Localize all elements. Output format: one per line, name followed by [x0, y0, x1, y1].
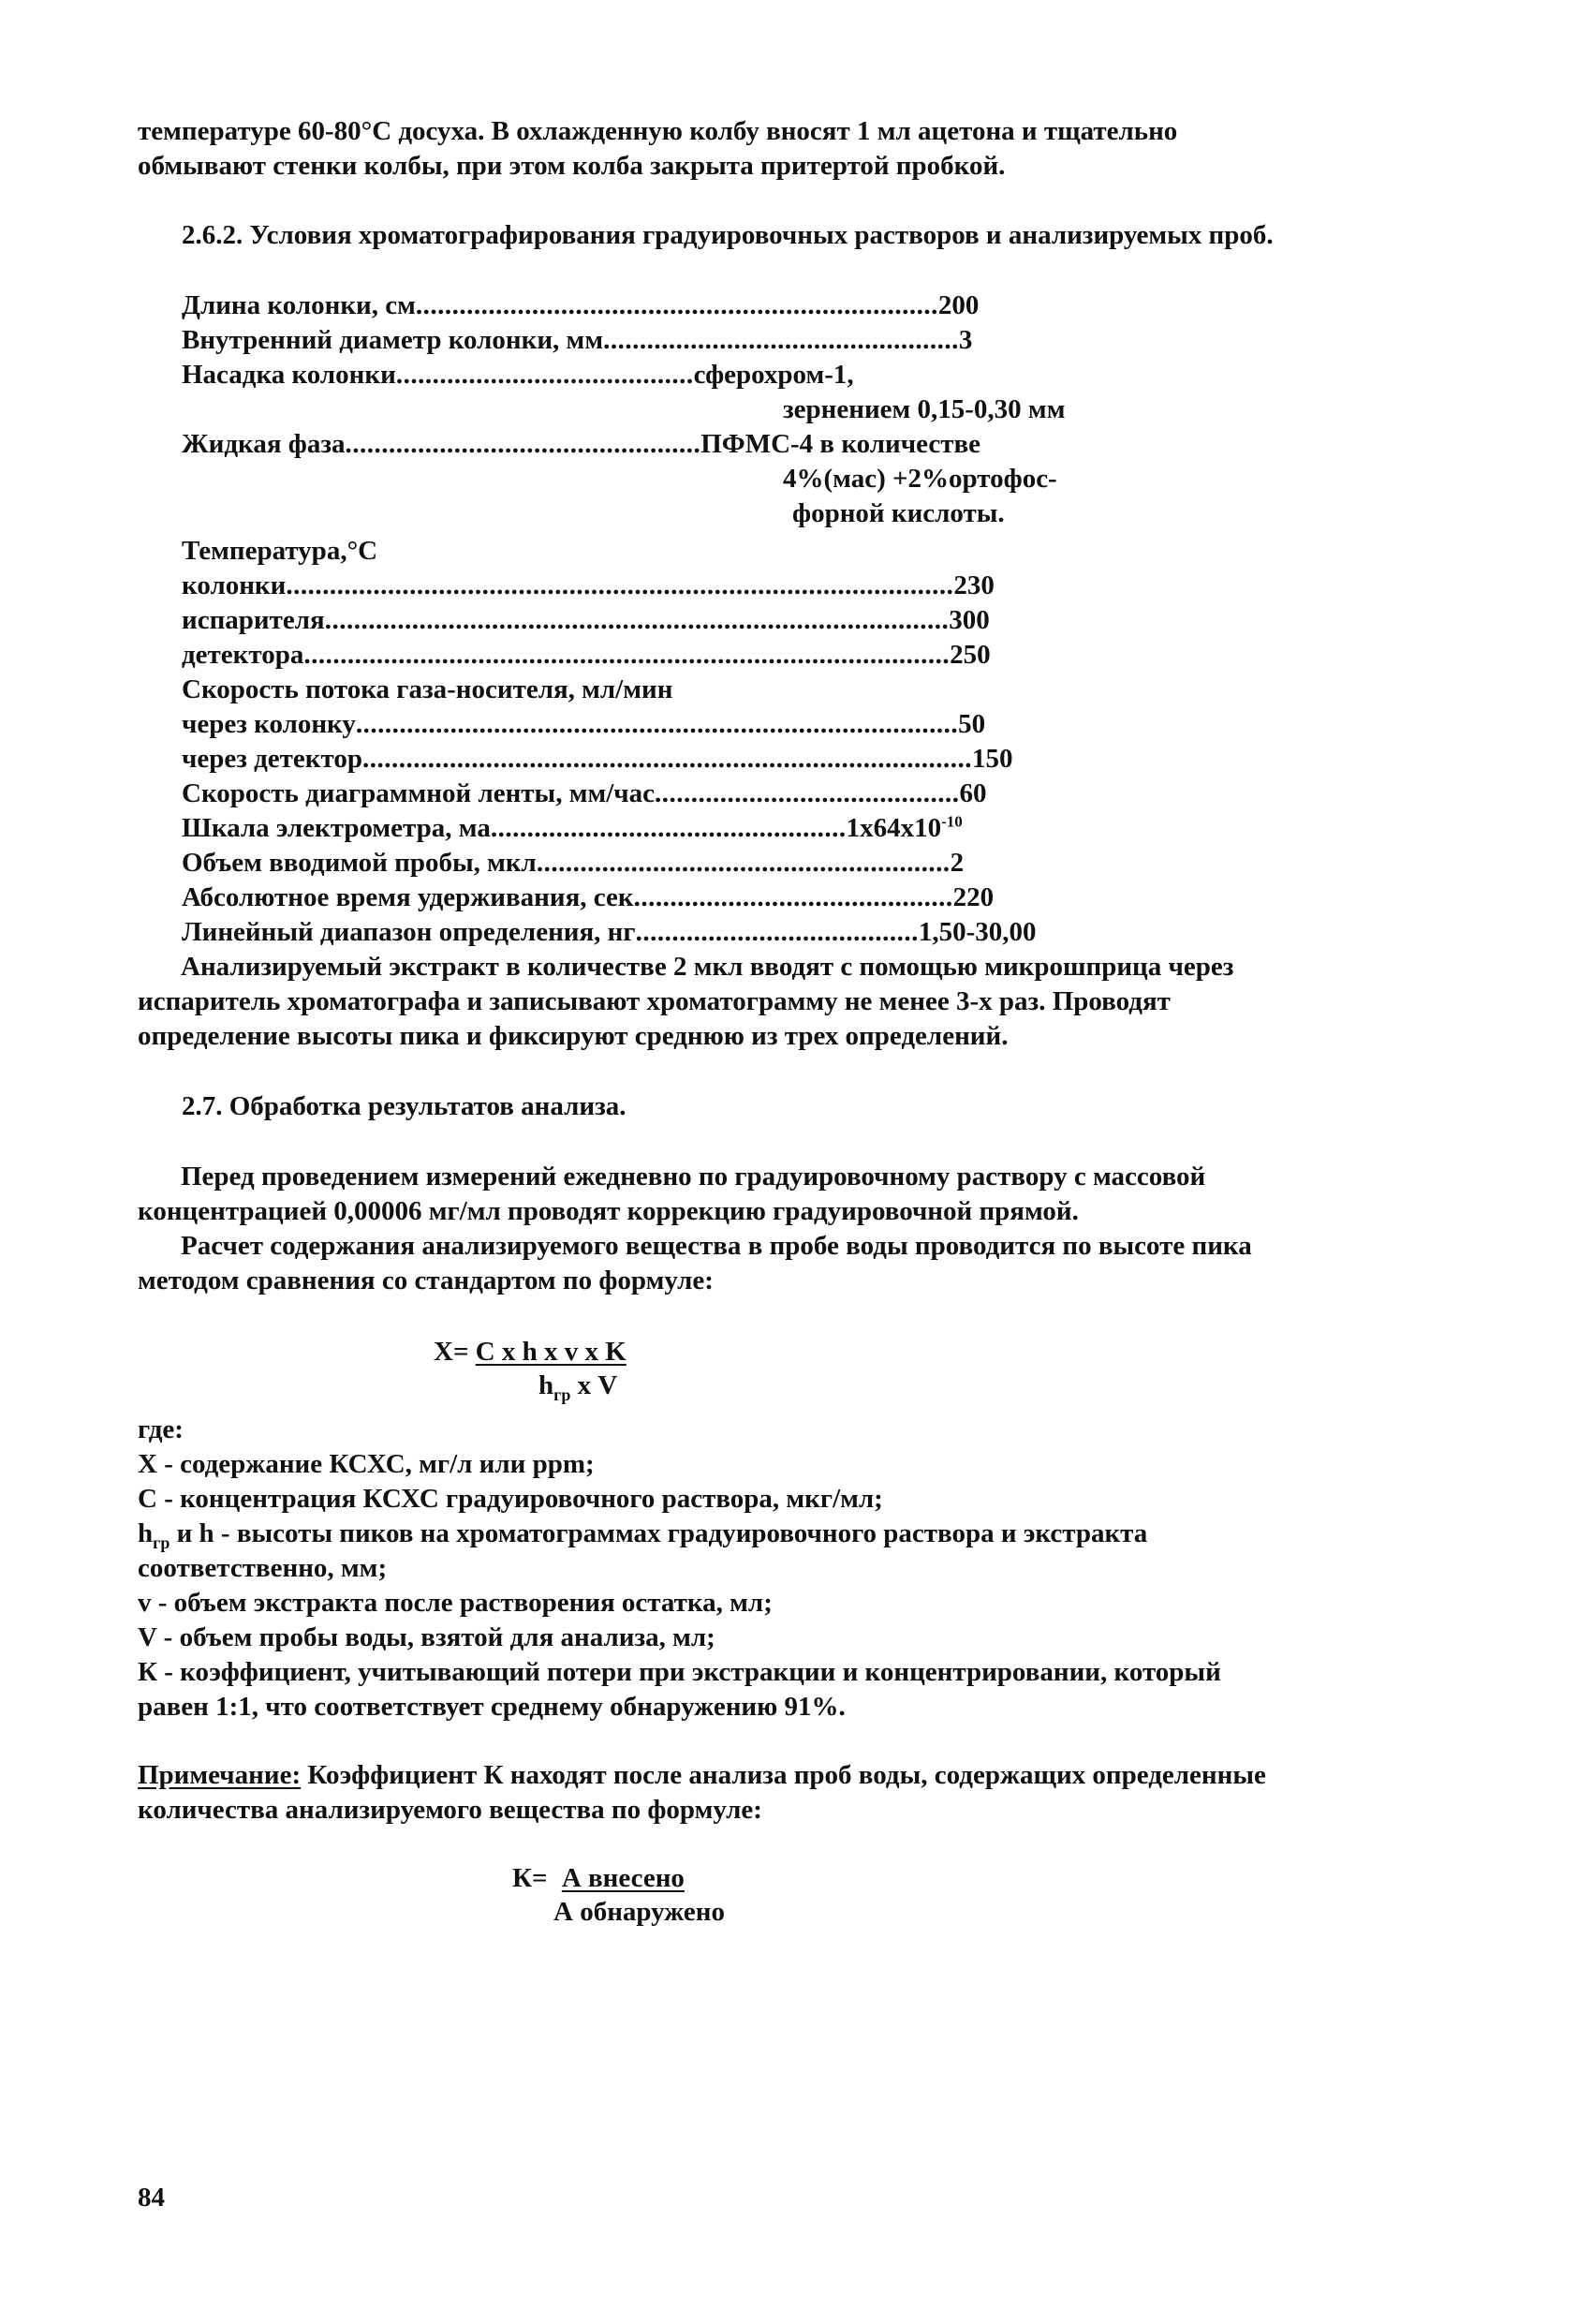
def-k-line-2: равен 1:1, что соответствует среднему обнаружению 91%. — [138, 1692, 846, 1722]
main-formula — [434, 1335, 626, 1369]
note-paragraph: Примечание: Коэффициент К находят после анализа проб воды, содержащих определенные количества анализируемого вещества по формуле: — [138, 1760, 1266, 1825]
formula-numerator: C x h x v x K — [475, 1337, 626, 1367]
temperature-heading: Температура,°С — [182, 536, 378, 566]
param-flow-detector: через детектор....................................................................................150 — [182, 744, 1013, 774]
intro-paragraph — [138, 114, 1449, 184]
param-phase-continuation-2: форной кислоты. — [792, 498, 1005, 528]
def-x: X - содержание КСХС, мг/л или ppm; — [138, 1449, 595, 1479]
param-flow-column: через колонку...................................................................................50 — [182, 709, 986, 739]
param-injection-volume: Объем вводимой пробы, мкл.........................................................2 — [182, 848, 965, 878]
param-column-packing: Насадка колонки.........................................сферохром-1, — [182, 360, 854, 390]
correction-paragraph: Перед проведением измерений ежедневно по градуировочному раствору с массовой концентрацией 0,00006 мг/мл проводят коррекцию градуировочной прямой. — [138, 1162, 1206, 1226]
section-2-7-title: 2.7. Обработка результатов анализа. — [182, 1091, 626, 1121]
definitions-block — [138, 1413, 1467, 1724]
def-v-large: V - объем пробы воды, взятой для анализа, мл; — [138, 1622, 715, 1652]
note-label: Примечание: — [138, 1760, 302, 1790]
param-phase-continuation-1: 4%(мас) +2%ортофос- — [783, 464, 1057, 494]
param-packing-continuation: зернением 0,15-0,30 мм — [783, 394, 1066, 424]
param-temp-evaporator: испарителя......................................................................................300 — [182, 605, 990, 635]
note-formula-lhs: К= — [512, 1863, 548, 1893]
procedure-paragraph: Анализируемый экстракт в количестве 2 мкл вводят с помощью микрошприца через испаритель хроматографа и записывают хроматограмму не менее 3-х раз. Проводят определение высоты пика и фиксируют среднюю из трех определений. — [138, 952, 1234, 1051]
section-2-6-2-title: 2.6.2. Условия хроматографирования градуировочных растворов и анализируемых проб. — [182, 220, 1274, 250]
flow-heading: Скорость потока газа-носителя, мл/мин — [182, 674, 673, 704]
param-temp-detector: детектора.........................................................................................250 — [182, 640, 991, 670]
def-c: С - концентрация КСХС градуировочного раствора, мкг/мл; — [138, 1484, 883, 1514]
def-h-line-2: соответственно, мм; — [138, 1553, 388, 1583]
param-linear-range: Линейный диапазон определения, нг.......................................1,50-30,00 — [182, 917, 1037, 947]
def-k-line-1: К - коэффициент, учитывающий потери при экстракции и концентрировании, который — [138, 1657, 1221, 1687]
param-column-diameter: Внутренний диаметр колонки, мм.................................................3 — [182, 325, 973, 355]
param-column-length: Длина колонки, см........................................................................200 — [182, 290, 980, 320]
intro-line-2: обмывают стенки колбы, при этом колба закрыта притертой пробкой. — [138, 151, 1006, 181]
def-v-small: v - объем экстракта после растворения остатка, мл; — [138, 1588, 773, 1618]
note-formula-denominator: А обнаружено — [553, 1897, 725, 1927]
formula-lhs: Х= — [434, 1337, 469, 1367]
formula-denominator: $h_{гр}$ х V — [538, 1370, 618, 1404]
note-formula-numerator: А внесено — [561, 1863, 685, 1893]
param-retention-time: Абсолютное время удерживания, сек............................................220 — [182, 882, 995, 912]
where-label: где: — [138, 1414, 184, 1444]
note-formula — [512, 1861, 685, 1896]
param-liquid-phase: Жидкая фаза.................................................ПФМС-4 в количестве — [182, 429, 980, 459]
calculation-paragraph: Расчет содержания анализируемого вещества в пробе воды проводится по высоте пика методом сравнения со стандартом по формуле: — [138, 1231, 1252, 1295]
def-h-line-1: $h_{гр}$ и h - высоты пиков на хроматограммах градуировочного раствора и экстракта — [138, 1518, 1148, 1552]
param-electrometer-scale: Шкала электрометра, $ма.................................................1х64х10^{-10}$ — [182, 812, 963, 843]
intro-line-1: температуре 60-80°С досуха. В охлажденную колбу вносят 1 мл ацетона и тщательно — [138, 116, 1178, 146]
param-chart-speed: Скорость диаграммной ленты, мм/час..........................................60 — [182, 778, 987, 808]
param-temp-column: колонки............................................................................................230 — [182, 570, 995, 600]
page-number: 84 — [138, 2183, 165, 2213]
